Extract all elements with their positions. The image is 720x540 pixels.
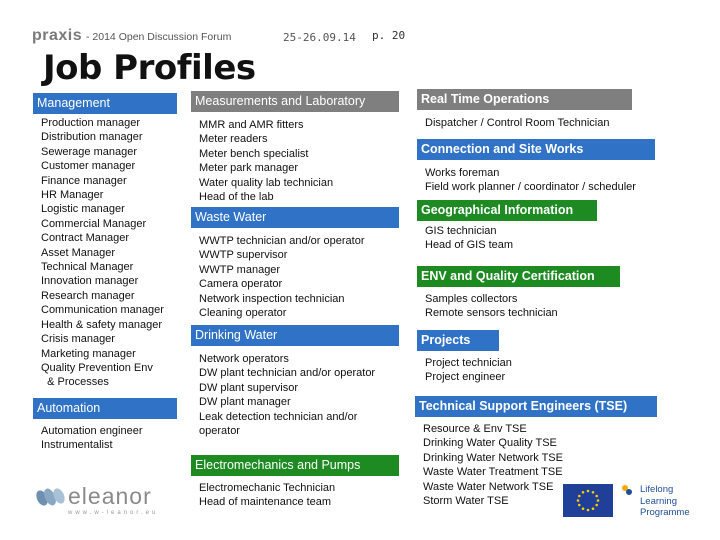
section-heading-technical-support: Technical Support Engineers (TSE) — [415, 396, 657, 417]
list-item: Samples collectors — [425, 293, 518, 305]
list-item: Asset Manager — [41, 246, 115, 259]
list-item: Waste Water Network TSE — [423, 480, 554, 493]
event-dates: 25-26.09.14 — [283, 31, 356, 44]
list-item: Storm Water TSE — [423, 495, 509, 508]
section-heading-connection: Connection and Site Works — [417, 139, 655, 160]
list-item: Head of the lab — [199, 191, 274, 204]
section-heading-real-time: Real Time Operations — [417, 89, 632, 110]
list-item: MMR and AMR fitters — [199, 119, 304, 131]
list-item: Crisis manager — [41, 333, 115, 346]
list-item: GIS technician — [425, 225, 497, 237]
list-item: Electromechanic Technician — [199, 482, 336, 494]
list-item: Leak detection technician and/or operator — [199, 410, 358, 438]
section-heading-automation: Automation — [33, 398, 177, 419]
section-heading-drinking-water: Drinking Water — [191, 325, 399, 346]
list-item: Sewerage manager — [41, 145, 138, 158]
connection-list — [425, 166, 636, 195]
programme-line: Programme — [640, 507, 690, 518]
list-item: Works foreman — [425, 167, 500, 179]
eleanor-url: www.w-leanor.eu — [68, 510, 159, 516]
page-title: Job Profiles — [43, 48, 256, 88]
section-heading-projects: Projects — [417, 330, 499, 351]
section-heading-waste-water: Waste Water — [191, 207, 399, 228]
list-item: Project engineer — [425, 371, 506, 384]
list-item: Meter bench specialist — [199, 147, 309, 160]
list-item: Resource & Env TSE — [423, 423, 527, 435]
list-item: Field work planner / coordinator / scheduler — [425, 181, 636, 194]
list-item: WWTP manager — [199, 263, 281, 276]
list-item: WWTP technician and/or operator — [199, 235, 365, 247]
measurements-list — [199, 118, 333, 204]
section-heading-management: Management — [33, 93, 177, 114]
section-heading-env-quality: ENV and Quality Certification — [417, 266, 620, 287]
list-item: Water quality lab technician — [199, 176, 334, 189]
list-item: Camera operator — [199, 278, 283, 291]
list-item: Commercial Manager — [41, 217, 147, 230]
env-quality-list — [425, 292, 558, 321]
list-item: DW plant supervisor — [199, 381, 299, 394]
list-item: Finance manager — [41, 174, 127, 187]
list-item: Network inspection technician — [199, 292, 345, 305]
geographical-list — [425, 224, 513, 253]
list-item: Remote sensors technician — [425, 307, 558, 320]
list-item: DW plant manager — [199, 396, 291, 409]
list-item: Meter readers — [199, 133, 268, 146]
list-item: WWTP supervisor — [199, 249, 288, 262]
list-item: Project technician — [425, 357, 512, 369]
projects-list — [425, 356, 512, 385]
eu-flag-icon — [563, 484, 613, 517]
list-item: Dispatcher / Control Room Technician — [425, 117, 610, 129]
electromechanics-list — [199, 481, 335, 510]
section-heading-measurements: Measurements and Laboratory — [191, 91, 399, 112]
list-item: Drinking Water Quality TSE — [423, 437, 557, 450]
list-item: Marketing manager — [41, 347, 136, 360]
eleanor-logo-icon — [35, 486, 67, 508]
drinking-water-list — [199, 352, 389, 438]
list-item: DW plant technician and/or operator — [199, 367, 376, 380]
list-item: Research manager — [41, 289, 135, 302]
lifelong-learning-programme — [640, 484, 690, 519]
list-item: Waste Water Treatment TSE — [423, 466, 563, 479]
list-item: Logistic manager — [41, 203, 125, 216]
list-item: Health & safety manager — [41, 318, 163, 331]
lifelong-learning-icon — [620, 483, 634, 497]
list-item: Production manager — [41, 117, 141, 129]
programme-line: Learning — [640, 495, 677, 507]
list-item: Drinking Water Network TSE — [423, 451, 563, 464]
technical-support-list — [423, 422, 563, 508]
eleanor-logo-text: eleanor — [68, 483, 152, 509]
forum-label: - 2014 Open Discussion Forum — [86, 31, 232, 43]
waste-water-list — [199, 234, 364, 320]
list-item: Instrumentalist — [41, 439, 113, 452]
list-item: Network operators — [199, 353, 289, 365]
section-heading-electromechanics: Electromechanics and Pumps — [191, 455, 399, 476]
list-item: HR Manager — [41, 189, 104, 202]
list-item: Quality Prevention Env — [41, 361, 153, 374]
list-item: Head of GIS team — [425, 239, 514, 252]
section-heading-geographical: Geographical Information — [417, 200, 597, 221]
list-item: Distribution manager — [41, 131, 143, 144]
list-item: & Processes — [41, 376, 109, 389]
list-item: Meter park manager — [199, 162, 299, 175]
programme-line: Lifelong — [640, 484, 674, 495]
list-item: Head of maintenance team — [199, 496, 332, 509]
praxis-logo: praxis — [32, 27, 83, 44]
real-time-list — [425, 116, 609, 130]
list-item: Technical Manager — [41, 261, 134, 274]
list-item: Communication manager — [41, 304, 164, 317]
list-item: Contract Manager — [41, 232, 130, 245]
list-item: Cleaning operator — [199, 307, 287, 320]
list-item: Customer manager — [41, 160, 136, 173]
automation-list — [41, 424, 143, 453]
list-item: Innovation manager — [41, 275, 139, 288]
page-number: p. 20 — [372, 29, 406, 42]
list-item: Automation engineer — [41, 425, 143, 437]
management-list — [41, 116, 164, 390]
